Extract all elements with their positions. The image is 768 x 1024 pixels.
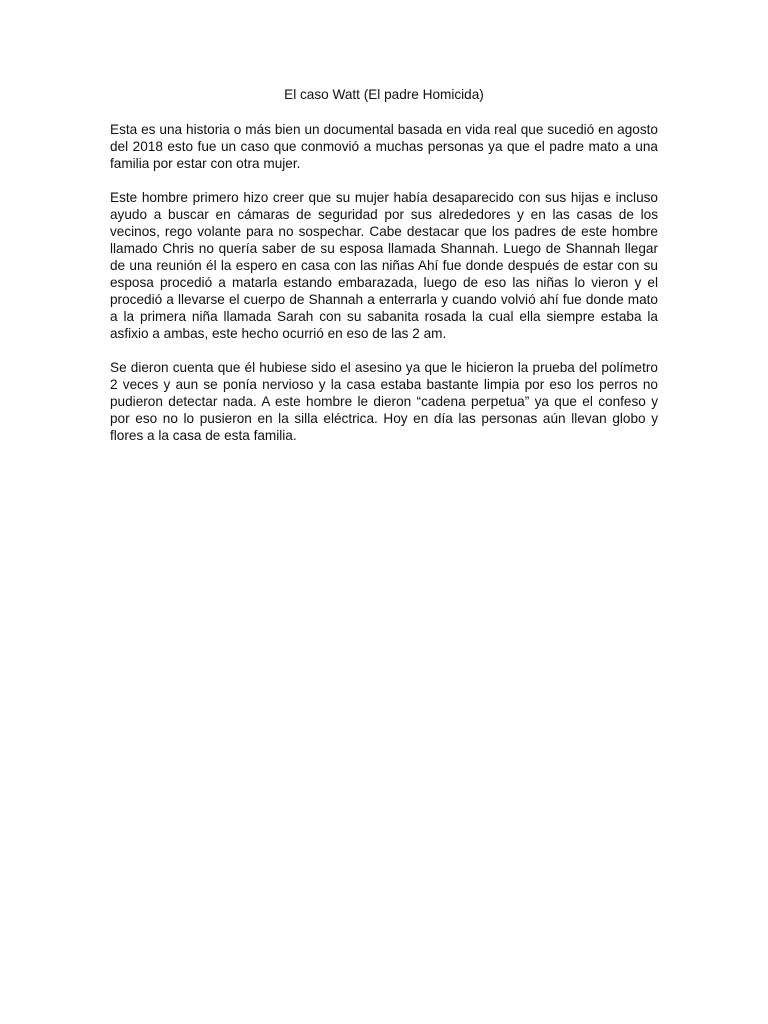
paragraph-conclusion: Se dieron cuenta que él hubiese sido el asesino ya que le hicieron la prueba del polímetro 2 veces y aun se ponía nervioso y la casa estaba bastante limpia por eso los perros no pudieron detectar nada. A este hombre le dieron “cadena perpetua” ya que el confeso y por eso no lo pusieron en la silla eléctrica. Hoy en día las personas aún llevan globo y flores a la casa de esta familia. [110,360,658,443]
paragraph-intro: Esta es una historia o más bien un documental basada en vida real que sucedió en agosto del 2018 esto fue un caso que conmovió a muchas personas ya que el padre mato a una familia por estar con otra mujer. [110,122,658,171]
document-title: El caso Watt (El padre Homicida) [284,87,484,102]
paragraph-events: Este hombre primero hizo creer que su mujer había desaparecido con sus hijas e incluso ayudo a buscar en cámaras de seguridad por sus alrededores y en las casas de los vecinos, rego volante para no sospechar. Cabe destacar que los padres de este hombre llamado Chris no quería saber de su esposa llamada Shannah. Luego de Shannah llegar de una reunión él la espero en casa con las niñas Ahí fue donde después de estar con su esposa procedió a matarla estando embarazada, luego de eso las niñas lo vieron y el procedió a llevarse el cuerpo de Shannah a enterrarla y cuando volvió ahí fue donde mato a la primera niña llamada Sarah con su sabanita rosada la cual ella siempre estaba la asfixio a ambas, este hecho ocurrió en eso de las 2 am. [110,190,658,341]
document-body [110,121,658,461]
